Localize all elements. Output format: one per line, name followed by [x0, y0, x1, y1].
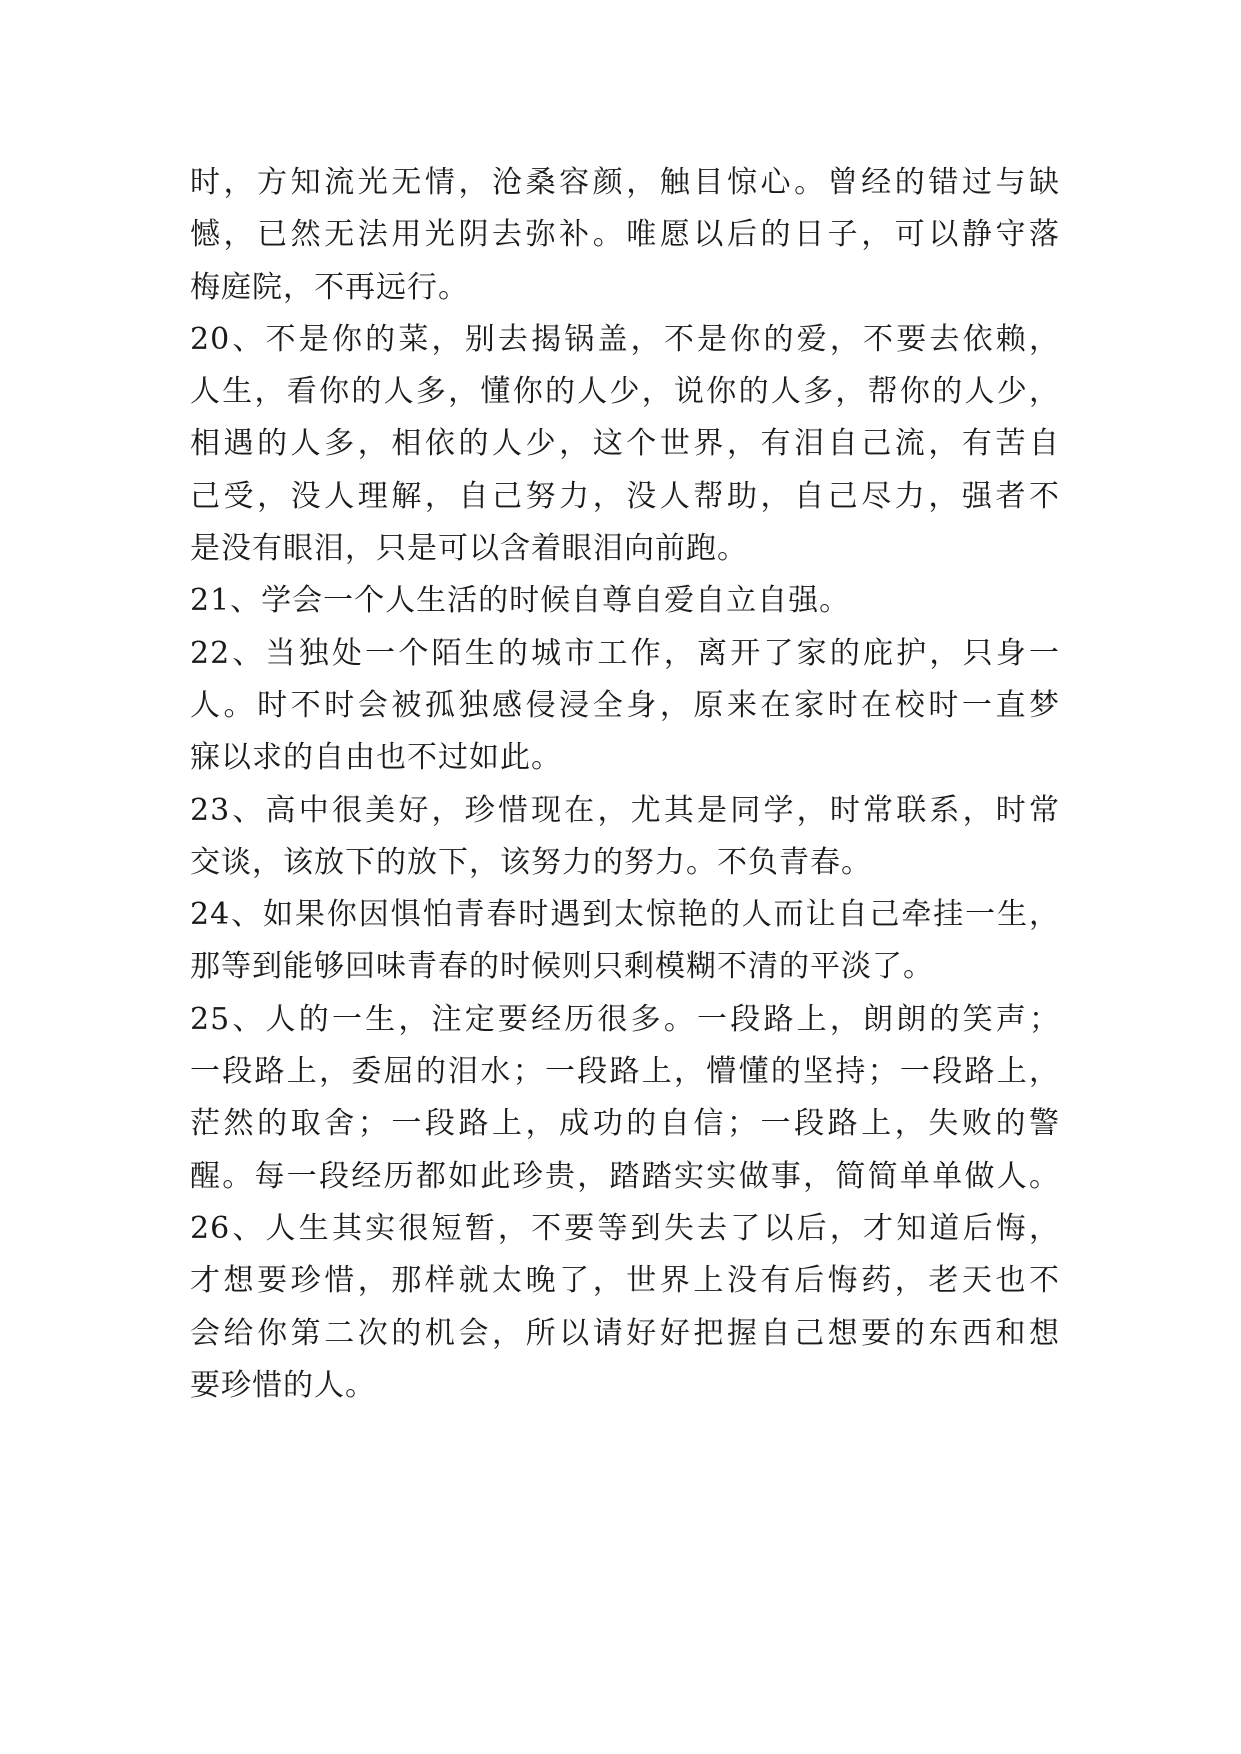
text-line: 醒。每一段经历都如此珍贵，踏踏实实做事，简简单单做人。 — [190, 1158, 1060, 1194]
text-line: 那等到能够回味青春的时候则只剩模糊不清的平淡了。 — [190, 949, 934, 985]
text-line: 26、人生其实很短暂，不要等到失去了以后，才知道后悔， — [190, 1210, 1060, 1246]
text-line: 梅庭院，不再远行。 — [190, 269, 469, 305]
text-line: 时，方知流光无情，沧桑容颜，触目惊心。曾经的错过与缺 — [190, 165, 1060, 200]
text-line: 25、人的一生，注定要经历很多。一段路上，朗朗的笑声； — [190, 1001, 1060, 1037]
text-line: 24、如果你因惧怕青春时遇到太惊艳的人而让自己牵挂一生， — [190, 897, 1060, 933]
text-line: 寐以求的自由也不过如此。 — [190, 740, 562, 776]
text-line: 己受，没人理解，自己努力，没人帮助，自己尽力，强者不 — [190, 478, 1060, 514]
document-body — [190, 157, 1060, 1412]
text-line: 要珍惜的人。 — [190, 1367, 376, 1403]
text-line: 才想要珍惜，那样就太晚了，世界上没有后悔药，老天也不 — [190, 1263, 1060, 1299]
text-line: 20、不是你的菜，别去揭锅盖，不是你的爱，不要去依赖， — [190, 321, 1060, 357]
text-line: 一段路上，委屈的泪水；一段路上，懵懂的坚持；一段路上， — [190, 1054, 1060, 1090]
text-line: 相遇的人多，相依的人少，这个世界，有泪自己流，有苦自 — [190, 426, 1060, 462]
text-line: 交谈，该放下的放下，该努力的努力。不负青春。 — [190, 844, 872, 880]
text-line: 茫然的取舍；一段路上，成功的自信；一段路上，失败的警 — [190, 1106, 1060, 1142]
text-line: 21、学会一个人生活的时候自尊自爱自立自强。 — [190, 583, 851, 619]
text-line: 人生，看你的人多，懂你的人少，说你的人多，帮你的人少， — [190, 374, 1060, 410]
text-line: 是没有眼泪，只是可以含着眼泪向前跑。 — [190, 531, 748, 567]
text-line: 会给你第二次的机会，所以请好好把握自己想要的东西和想 — [190, 1315, 1060, 1351]
text-line: 憾，已然无法用光阴去弥补。唯愿以后的日子，可以静守落 — [190, 217, 1060, 253]
text-line: 22、当独处一个陌生的城市工作，离开了家的庇护，只身一 — [190, 635, 1060, 671]
text-line: 人。时不时会被孤独感侵浸全身，原来在家时在校时一直梦 — [190, 687, 1060, 723]
text-line: 23、高中很美好，珍惜现在，尤其是同学，时常联系，时常 — [190, 792, 1060, 828]
